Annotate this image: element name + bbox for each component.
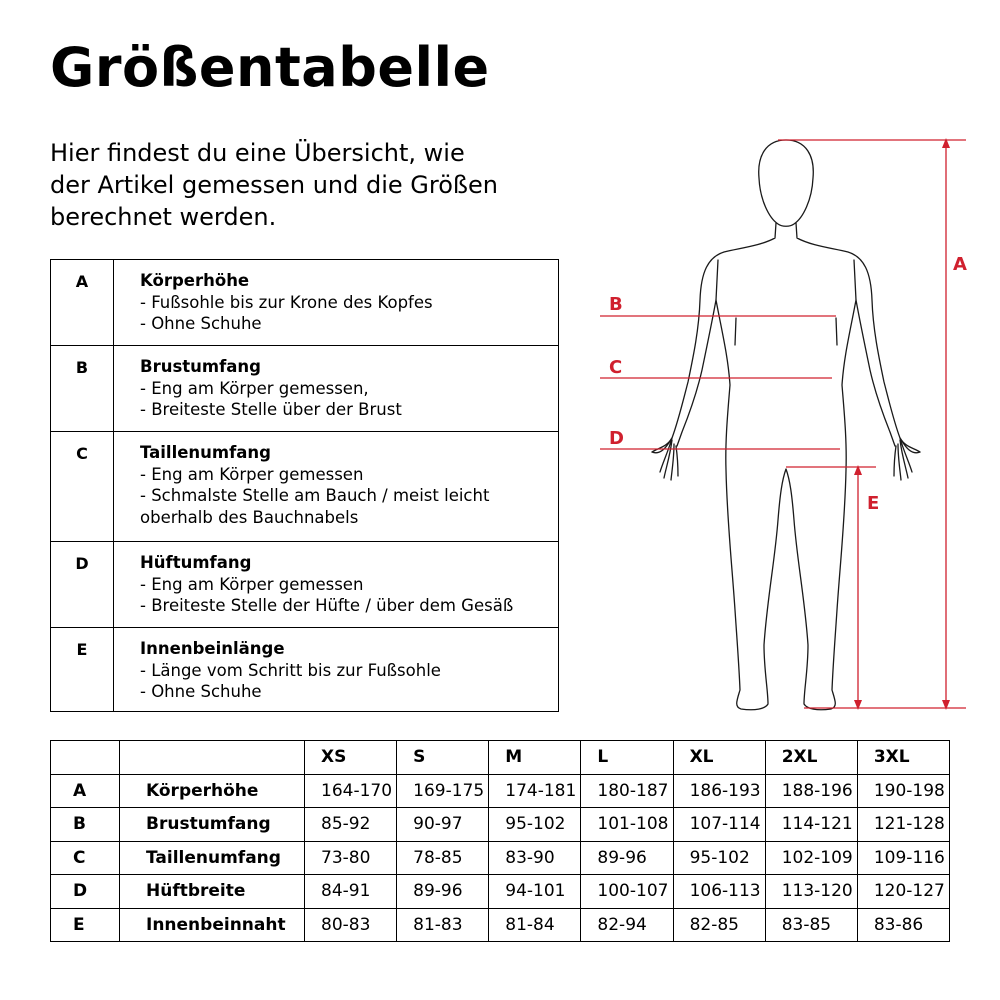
table-cell: 78-85: [397, 841, 489, 875]
table-cell: 113-120: [765, 875, 857, 909]
size-header: L: [581, 741, 673, 775]
row-key: E: [51, 908, 120, 942]
table-cell: 83-90: [489, 841, 581, 875]
legend-title: Taillenumfang: [140, 443, 271, 462]
legend-line: - Eng am Körper gemessen: [140, 574, 364, 594]
table-cell: 80-83: [305, 908, 397, 942]
legend-description: [114, 432, 559, 542]
legend-line: - Breiteste Stelle der Hüfte / über dem Gesäß: [140, 596, 514, 615]
table-cell: 121-128: [857, 808, 949, 842]
size-header: 2XL: [765, 741, 857, 775]
table-cell: 102-109: [765, 841, 857, 875]
legend-line: oberhalb des Bauchnabels: [140, 507, 359, 527]
table-cell: 188-196: [765, 774, 857, 808]
table-cell: 89-96: [397, 875, 489, 909]
measurement-legend-table: [50, 259, 559, 712]
table-cell: 174-181: [489, 774, 581, 808]
legend-description: [114, 542, 559, 628]
table-cell: 89-96: [581, 841, 673, 875]
legend-title: Brustumfang: [140, 357, 261, 376]
size-header: XL: [673, 741, 765, 775]
table-cell: 114-121: [765, 808, 857, 842]
legend-row: [51, 628, 559, 712]
table-cell: 106-113: [673, 875, 765, 909]
legend-line: - Ohne Schuhe: [140, 314, 262, 333]
row-label: Taillenumfang: [120, 841, 305, 875]
arrow-heads: [854, 138, 950, 710]
legend-row: [51, 346, 559, 432]
table-cell: 100-107: [581, 875, 673, 909]
legend-description: [114, 260, 559, 346]
measurement-lines: [600, 140, 966, 708]
table-cell: 190-198: [857, 774, 949, 808]
table-cell: 82-85: [673, 908, 765, 942]
legend-key: B: [51, 346, 114, 432]
legend-line: - Schmalste Stelle am Bauch / meist leicht: [140, 486, 490, 505]
legend-key: A: [51, 260, 114, 346]
row-label: Körperhöhe: [120, 774, 305, 808]
row-key: C: [51, 841, 120, 875]
table-cell: 82-94: [581, 908, 673, 942]
table-row: [51, 774, 950, 808]
size-header: XS: [305, 741, 397, 775]
intro-text: [50, 137, 570, 233]
legend-line: - Breiteste Stelle über der Brust: [140, 400, 402, 419]
table-cell: 164-170: [305, 774, 397, 808]
legend-line: - Länge vom Schritt bis zur Fußsohle: [140, 660, 441, 680]
table-cell: 95-102: [673, 841, 765, 875]
size-header: S: [397, 741, 489, 775]
table-row: [51, 808, 950, 842]
table-cell: 81-83: [397, 908, 489, 942]
figure-label-b: B: [609, 294, 623, 315]
table-cell: 85-92: [305, 808, 397, 842]
legend-line: - Ohne Schuhe: [140, 682, 262, 701]
table-cell: 109-116: [857, 841, 949, 875]
legend-title: Hüftumfang: [140, 553, 252, 572]
size-table: [50, 740, 950, 942]
header-empty: [51, 741, 120, 775]
table-cell: 84-91: [305, 875, 397, 909]
human-body-outline: [652, 140, 920, 710]
row-label: Innenbeinnaht: [120, 908, 305, 942]
legend-line: - Eng am Körper gemessen: [140, 464, 364, 484]
legend-description: [114, 628, 559, 712]
row-key: D: [51, 875, 120, 909]
size-header: M: [489, 741, 581, 775]
figure-label-a: A: [953, 254, 967, 275]
table-cell: 120-127: [857, 875, 949, 909]
table-cell: 94-101: [489, 875, 581, 909]
table-cell: 101-108: [581, 808, 673, 842]
figure-label-d: D: [609, 428, 624, 449]
size-header-row: [51, 741, 950, 775]
table-row: [51, 875, 950, 909]
table-row: [51, 841, 950, 875]
table-cell: 169-175: [397, 774, 489, 808]
legend-line: - Eng am Körper gemessen,: [140, 378, 369, 398]
table-row: [51, 908, 950, 942]
size-header: 3XL: [857, 741, 949, 775]
body-measurement-figure: [590, 130, 980, 720]
legend-description: [114, 346, 559, 432]
legend-row: [51, 432, 559, 542]
legend-key: E: [51, 628, 114, 712]
table-cell: 83-86: [857, 908, 949, 942]
legend-row: [51, 260, 559, 346]
legend-row: [51, 542, 559, 628]
legend-key: C: [51, 432, 114, 542]
table-cell: 90-97: [397, 808, 489, 842]
page-title: Größentabelle: [50, 36, 490, 99]
table-cell: 73-80: [305, 841, 397, 875]
legend-title: Innenbeinlänge: [140, 639, 285, 658]
row-key: A: [51, 774, 120, 808]
table-cell: 95-102: [489, 808, 581, 842]
row-label: Hüftbreite: [120, 875, 305, 909]
header-empty: [120, 741, 305, 775]
row-key: B: [51, 808, 120, 842]
intro-line: berechnet werden.: [50, 203, 277, 231]
legend-line: - Fußsohle bis zur Krone des Kopfes: [140, 292, 433, 312]
table-cell: 180-187: [581, 774, 673, 808]
row-label: Brustumfang: [120, 808, 305, 842]
table-cell: 186-193: [673, 774, 765, 808]
intro-line: der Artikel gemessen und die Größen: [50, 171, 499, 199]
legend-key: D: [51, 542, 114, 628]
table-cell: 81-84: [489, 908, 581, 942]
figure-label-c: C: [609, 357, 623, 378]
table-cell: 83-85: [765, 908, 857, 942]
intro-line: Hier findest du eine Übersicht, wie: [50, 139, 465, 167]
table-cell: 107-114: [673, 808, 765, 842]
figure-label-e: E: [867, 493, 880, 514]
legend-title: Körperhöhe: [140, 271, 250, 290]
